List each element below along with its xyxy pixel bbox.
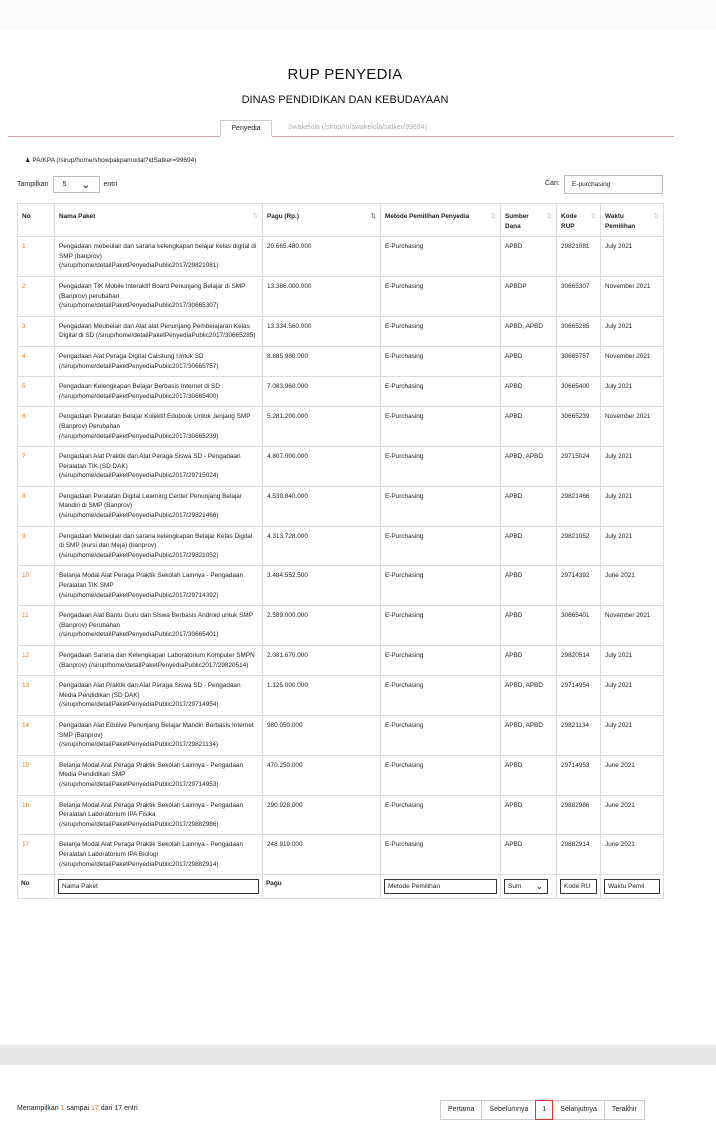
cell-metode: E-Purchasing [381,486,501,526]
cell-metode: E-Purchasing [381,407,501,447]
sumber-filter-cell [501,875,557,899]
table-body [18,237,664,875]
cell-kode-rup: 30665239 [557,407,601,447]
cell-kode-rup: 29821134 [557,715,601,755]
table-row[interactable] [18,377,664,407]
user-icon: ♟ [25,158,31,164]
cell-nama-paket[interactable]: Pengadaan Mebeulair dan sarana kelengkapan Belajar Kelas Digital di SMP (kursi dan Meja) (banprov) (/sirup/home/detailPaketPenyediaPublic2017/29821052) [55,526,263,566]
table-row[interactable] [18,316,664,346]
cell-pagu: 4.539.840.000 [263,486,381,526]
cell-no: 9 [18,526,55,566]
cell-kode-rup: 30665307 [557,276,601,316]
cell-kode-rup: 29882914 [557,835,601,875]
tab-penyedia[interactable]: Penyedia [220,120,272,137]
cell-no: 3 [18,316,55,346]
cell-sumber-dana: APBD [501,566,557,606]
cell-kode-rup: 29820514 [557,646,601,676]
cell-sumber-dana: APBD, APBD [501,316,557,346]
table-row[interactable] [18,407,664,447]
col-header-pagu[interactable] [263,204,381,237]
metode-filter-input[interactable]: Metode Pemilihan [384,879,497,894]
table-row[interactable] [18,795,664,835]
cell-pagu: 2.589.000.000 [263,606,381,646]
footer-pagu: Pagu [263,875,381,899]
cell-sumber-dana: APBD [501,526,557,566]
col-header-pagu-label: Pagu (Rp.) [267,213,299,220]
page-title: RUP PENYEDIA [287,66,403,83]
cell-pagu: 3.484.552.500 [263,566,381,606]
col-header-no[interactable] [18,204,55,237]
table-row[interactable] [18,237,664,277]
cell-nama-paket[interactable]: Belanja Modal Alat Peraga Praktik Sekolah Lainnya - Pengadaan Peralatan Laboratorium IPA Biologi (/sirup/home/detailPaketPenyediaPublic2017/29882914) [55,835,263,875]
kode-filter-input[interactable]: Kode RU [560,879,597,894]
cell-sumber-dana: APBD [501,237,557,277]
cell-waktu: July 2021 [601,526,664,566]
cell-pagu: 7.083.960.000 [263,377,381,407]
cell-no: 17 [18,835,55,875]
cell-no: 5 [18,377,55,407]
cell-pagu: 248.919.000 [263,835,381,875]
cell-kode-rup: 29714954 [557,676,601,716]
cell-kode-rup: 29821466 [557,486,601,526]
col-header-kode[interactable] [557,204,601,237]
col-header-sumber-label: Sumber Dana [505,213,529,230]
first-page-button[interactable]: Pertama [440,1100,482,1120]
sort-icon: ⇅ [490,213,496,220]
cell-metode: E-Purchasing [381,316,501,346]
cell-nama-paket[interactable]: Pengadaan Meubelair dan Alat alat Penunjang Pembelajaran Kelas Digital di SD (/sirup/home/detailPaketPenyediaPublic2017/30665285) [55,316,263,346]
cell-nama-paket[interactable]: Pengadaan Peralatan Digital Learning Center Penunjang Belajar Mandiri di SMP (Banprov) (/sirup/home/detailPaketPenyediaPublic2017/29821466) [55,486,263,526]
cell-no: 2 [18,276,55,316]
cell-sumber-dana: APBD [501,486,557,526]
sort-icon: ⇅ [252,213,258,220]
cell-sumber-dana: APBD [501,377,557,407]
table-row[interactable] [18,715,664,755]
cell-sumber-dana: APBD, APBD [501,447,557,487]
top-band [0,0,716,30]
cell-kode-rup: 29821052 [557,526,601,566]
search-input[interactable] [564,175,663,194]
pa-kpa-link-label: PA/KPA (/sirup/home/showpakpamodal?idSatker=99694) [32,157,197,164]
waktu-filter-input[interactable]: Waktu Pemil [604,879,660,894]
chevron-down-icon: ⌄ [535,881,543,892]
cell-sumber-dana: APBD [501,835,557,875]
cell-waktu: July 2021 [601,377,664,407]
cell-waktu: July 2021 [601,237,664,277]
col-header-no-label: No [22,213,31,220]
cell-waktu: November 2021 [601,606,664,646]
table-filter-row [18,875,664,899]
cell-nama-paket[interactable]: Pengadaan Kelengkapan Belajar Berbasis Internet di SD (/sirup/home/detailPaketPenyediaPublic2017/30665400) [55,377,263,407]
cell-pagu: 20.665.480.000 [263,237,381,277]
cell-metode: E-Purchasing [381,276,501,316]
sumber-filter-select[interactable] [504,879,548,894]
cell-nama-paket[interactable]: Pengadaan Sarana dan Kelengkapan Laboratorium Komputer SMPN (Banprov) (/sirup/home/detailPaketPenyediaPublic2017/29820514) [55,646,263,676]
cell-waktu: July 2021 [601,447,664,487]
cell-metode: E-Purchasing [381,237,501,277]
tab-swakelola[interactable]: Swakelola (/sirup/ro/swakelola/satker/99694) [288,124,427,131]
cell-waktu: November 2021 [601,346,664,376]
cell-pagu: 4.313.728.000 [263,526,381,566]
cell-sumber-dana: APBD [501,346,557,376]
cell-nama-paket[interactable]: Pengadaan Peralatan Belajar Kolektif Edubook Untuk Jenjang SMP (Banprov) Perubahan (/sirup/home/detailPaketPenyediaPublic2017/30665239) [55,407,263,447]
cell-metode: E-Purchasing [381,346,501,376]
page-subtitle: DINAS PENDIDIKAN DAN KEBUDAYAAN [241,94,449,106]
cell-nama-paket[interactable]: Pengadaan Alat Praktik dan Alat Peraga Siswa SD - Pengadaan Peralatan TIK (SD DAK) (/sirup/home/detailPaketPenyediaPublic2017/29715024) [55,447,263,487]
table-info [17,1105,138,1112]
table-row[interactable] [18,486,664,526]
cell-metode: E-Purchasing [381,676,501,716]
cell-kode-rup: 29715024 [557,447,601,487]
cell-metode: E-Purchasing [381,835,501,875]
cell-metode: E-Purchasing [381,526,501,566]
cell-waktu: July 2021 [601,646,664,676]
cell-metode: E-Purchasing [381,795,501,835]
cell-metode: E-Purchasing [381,447,501,487]
cell-no: 16 [18,795,55,835]
cell-no: 1 [18,237,55,277]
table-row[interactable] [18,447,664,487]
table-row[interactable] [18,606,664,646]
pa-kpa-link[interactable] [25,157,196,164]
col-header-metode[interactable] [381,204,501,237]
cell-nama-paket[interactable]: Pengadaan mebeulair dan sarana kelengkapan belajar kelas digital di SMP (banprov) (/sirup/home/detailPaketPenyediaPublic2017/29821081) [55,237,263,277]
length-suffix: entri [103,181,118,188]
col-header-waktu[interactable] [601,204,664,237]
col-header-sumber[interactable] [501,204,557,237]
cell-sumber-dana: APBD, APBD [501,676,557,716]
sort-icon: ⇅ [546,213,552,220]
cell-metode: E-Purchasing [381,715,501,755]
cell-kode-rup: 29821081 [557,237,601,277]
cell-waktu: July 2021 [601,316,664,346]
last-page-button[interactable]: Terakhir [604,1100,645,1120]
cell-no: 14 [18,715,55,755]
cell-sumber-dana: APBD [501,606,557,646]
cell-waktu: July 2021 [601,715,664,755]
col-header-metode-label: Metode Pemilihan Penyedia [385,213,470,220]
cell-no: 6 [18,407,55,447]
cell-kode-rup: 30665401 [557,606,601,646]
cell-sumber-dana: APBD, APBD [501,715,557,755]
cell-pagu: 8.885.980.000 [263,346,381,376]
cell-no: 8 [18,486,55,526]
cell-kode-rup: 29714392 [557,566,601,606]
info-end: 17 [90,1105,99,1112]
cell-pagu: 13.386.000.000 [263,276,381,316]
footer-no: No [18,875,55,899]
col-header-kode-label: Kode RUP [561,213,577,230]
tabs-divider [8,136,674,137]
cell-waktu: June 2021 [601,755,664,795]
cell-kode-rup: 30665285 [557,316,601,346]
cell-pagu: 5.281.200.000 [263,407,381,447]
table-row[interactable] [18,346,664,376]
cell-no: 15 [18,755,55,795]
next-page-button[interactable]: Selanjutnya [552,1100,605,1120]
cell-sumber-dana: APBDP [501,276,557,316]
cell-metode: E-Purchasing [381,377,501,407]
length-prefix: Tampilkan [17,181,49,188]
cell-metode: E-Purchasing [381,755,501,795]
cell-waktu: July 2021 [601,676,664,716]
cell-sumber-dana: APBD [501,407,557,447]
cell-waktu: June 2021 [601,566,664,606]
cell-kode-rup: 29882986 [557,795,601,835]
col-header-waktu-label: Waktu Pemilihan [605,213,636,230]
cell-pagu: 13.334.560.000 [263,316,381,346]
cell-kode-rup: 29714953 [557,755,601,795]
cell-waktu: November 2021 [601,407,664,447]
info-middle2: dari 17 entri [100,1105,138,1112]
info-prefix: Menampilkan [17,1105,59,1112]
entries-select-value: 5 [62,181,67,188]
cell-waktu: November 2021 [601,276,664,316]
cell-pagu: 290.928.000 [263,795,381,835]
table-row[interactable] [18,646,664,676]
kode-filter-cell [557,875,601,899]
table-row[interactable] [18,755,664,795]
cell-kode-rup: 30665757 [557,346,601,376]
previous-page-button[interactable]: Sebelumnya [481,1100,536,1120]
cell-no: 7 [18,447,55,487]
sort-desc-icon: ⇅ [370,213,376,220]
cell-nama-paket[interactable]: Pengadaan Alat Peraga Digital Calistung Untuk SD (/sirup/home/detailPaketPenyediaPublic2017/30665757) [55,346,263,376]
table-row[interactable] [18,676,664,716]
cell-pagu: 470.250.000 [263,755,381,795]
col-header-nama[interactable] [55,204,263,237]
footer-band [0,1045,716,1065]
cell-no: 12 [18,646,55,676]
cell-metode: E-Purchasing [381,606,501,646]
cell-sumber-dana: APBD [501,755,557,795]
info-start: 1 [60,1105,65,1112]
cell-waktu: June 2021 [601,795,664,835]
cell-pagu: 980.050.000 [263,715,381,755]
cell-waktu: July 2021 [601,486,664,526]
cell-nama-paket[interactable]: Pengadaan Alat Edulive Penunjang Belajar Mandiri Berbasis Internet SMP (Banprov) (/sirup/home/detailPaketPenyediaPublic2017/29821134) [55,715,263,755]
pagination [441,1100,645,1120]
sort-icon: ⇅ [653,213,659,220]
cell-waktu: June 2021 [601,835,664,875]
cell-no: 13 [18,676,55,716]
cell-nama-paket[interactable]: Belanja Modal Alat Peraga Praktik Sekolah Lainnya - Pengadaan Peralatan Laboratorium IPA Fisika (/sirup/home/detailPaketPenyediaPublic2017/29882986) [55,795,263,835]
entries-select[interactable] [53,176,100,193]
cell-metode: E-Purchasing [381,646,501,676]
cell-pagu: 2.081.670.000 [263,646,381,676]
search-label: Cari: [545,180,560,187]
table-row[interactable] [18,276,664,316]
cell-nama-paket[interactable]: Pengadaan TIK Mobile Interaktif Board Penunjang Belajar di SMP (Banprov) perubahan (/sirup/home/detailPaketPenyediaPublic2017/30665307) [55,276,263,316]
table-row[interactable] [18,526,664,566]
cell-pagu: 1.125.000.000 [263,676,381,716]
waktu-filter-cell [601,875,664,899]
cell-nama-paket[interactable]: Pengadaan Alat Praktik dan Alat Peraga Siswa SD - Pengadaan Media Pendidikan (SD DAK) (/sirup/home/detailPaketPenyediaPublic2017/29714954) [55,676,263,716]
cell-no: 4 [18,346,55,376]
cell-sumber-dana: APBD [501,646,557,676]
cell-nama-paket[interactable]: Belanja Modal Alat Peraga Praktik Sekolah Lainnya - Pengadaan Media Pendidikan SMP (/sirup/home/detailPaketPenyediaPublic2017/29714953) [55,755,263,795]
cell-metode: E-Purchasing [381,566,501,606]
table-row[interactable] [18,835,664,875]
cell-pagu: 4.807.000.000 [263,447,381,487]
rup-table [17,203,664,899]
current-page-button[interactable]: 1 [535,1100,553,1120]
info-middle1: sampai [66,1105,90,1112]
cell-no: 10 [18,566,55,606]
cell-sumber-dana: APBD [501,795,557,835]
sort-icon: ⇅ [590,213,596,220]
table-row[interactable] [18,566,664,606]
cell-nama-paket[interactable]: Belanja Modal Alat Peraga Praktik Sekolah Lainnya - Pengadaan Peralatan TIK SMP (/sirup/home/detailPaketPenyediaPublic2017/29714392) [55,566,263,606]
cell-nama-paket[interactable]: Pengadaan Alat Bantu Guru dan Siswa Berbasis Android untuk SMP (Banprov) Perubahan (/sirup/home/detailPaketPenyediaPublic2017/30665401) [55,606,263,646]
table-header-row [18,204,664,237]
nama-filter-cell [55,875,263,899]
cell-kode-rup: 30665400 [557,377,601,407]
cell-no: 11 [18,606,55,646]
length-control [17,176,117,193]
chevron-down-icon: ⌄ [81,179,91,191]
col-header-nama-label: Nama Paket [59,213,96,220]
metode-filter-cell [381,875,501,899]
nama-filter-input[interactable]: Nama Paket [58,879,259,894]
sumber-filter-value: Sum [508,883,522,891]
